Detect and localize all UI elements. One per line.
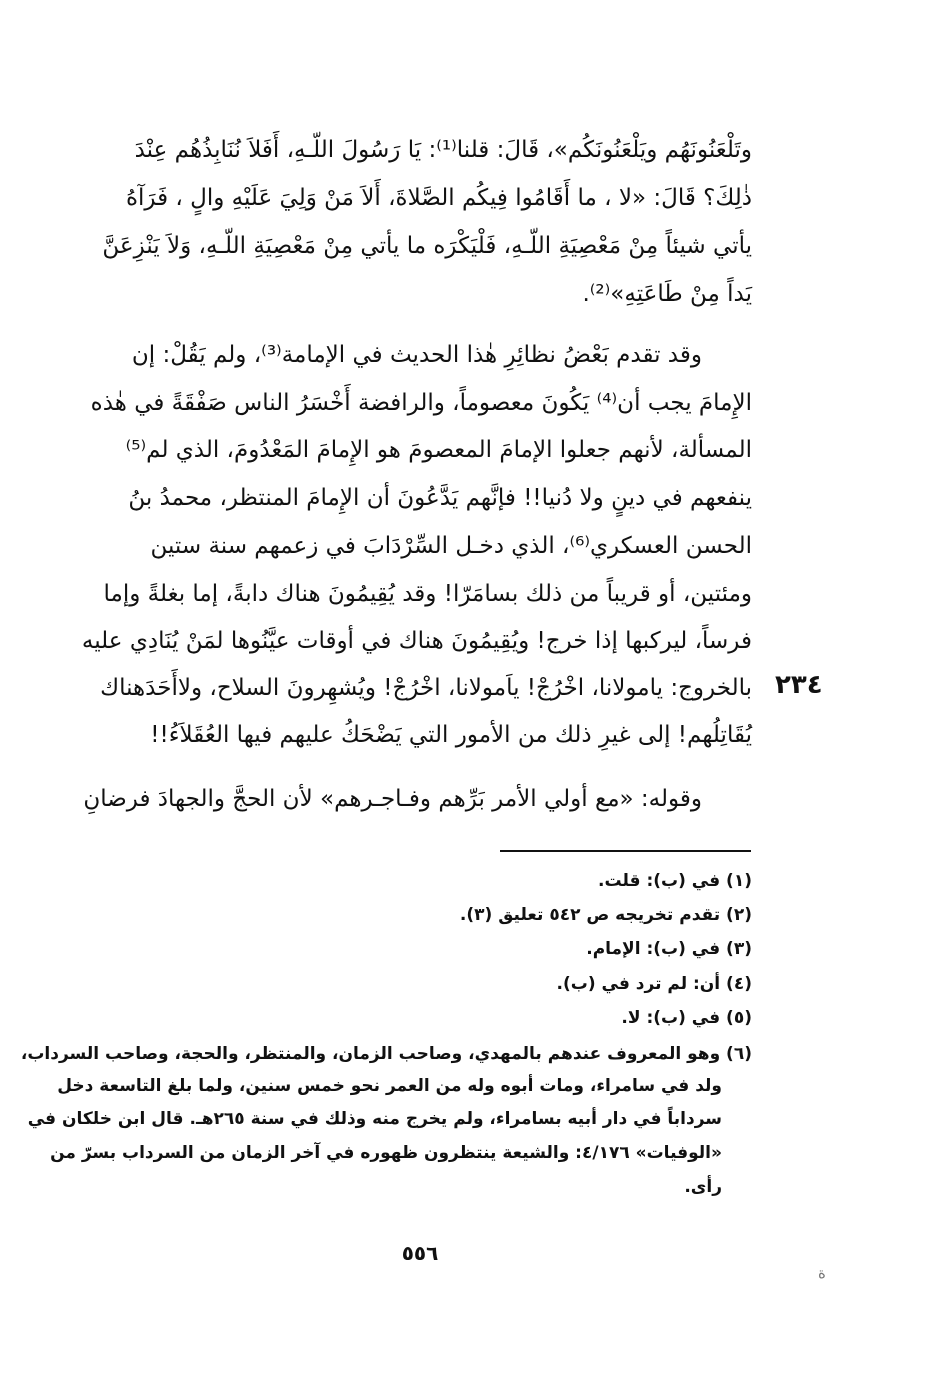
footnote-1: (١) في (ب): قلت.	[598, 871, 752, 891]
footnote-4: (٤) أن: لم ترد في (ب).	[556, 974, 752, 994]
footnote-6-line-1: (٦) وهو المعروف عندهم بالمهدي، وصاحب الزمان، والمنتظر، والحجة، وصاحب السرداب،	[20, 1044, 752, 1064]
text-line-13: يُقَاتِلُهم! إلى غيرِ ذلك من الأمور التي يَضْحَكُ عليهم فيها العُقَلاَءُ!!	[150, 722, 752, 748]
text-line-10: ومئتين، أو قريباً من ذلك بسامَرّا! وقد يُقِيمُونَ هناك دابةً، إما بغلةً وإما	[103, 581, 752, 607]
text-line-9: الحسن العسكري⁽⁶⁾، الذي دخـل السِّرْدَابَ في زعمهم سنة ستين	[150, 533, 752, 559]
page-number: ٥٥٦	[401, 1241, 439, 1265]
footnote-6-line-4: «الوفيات» ٤/١٧٦: والشيعة ينتظرون ظهوره في آخر الزمان من السرداب بسرّ من	[50, 1143, 722, 1163]
scan-mark: ة	[818, 1264, 826, 1282]
margin-hadith-number: ٢٣٤	[775, 670, 823, 700]
text-line-5: وقد تقدم بَعْضُ نظائِرِ هٰذا الحديث في الإمامة⁽³⁾، ولم يَقُلْ: إن	[131, 342, 702, 368]
text-line-2: ذٰلِكَ؟ قَالَ: «لا ، ما أَقَامُوا فِيكُم الصَّلاةَ، أَلاَ مَنْ وَلِيَ عَلَيْهِ والٍ ، فَرَآهُ	[125, 185, 752, 211]
footnote-3: (٣) في (ب): الإمام.	[586, 939, 752, 959]
text-line-3: يأتي شيئاً مِنْ مَعْصِيَةِ اللّـهِ، فَلْيَكْرَه ما يأتي مِنْ مَعْصِيَةِ اللّـهِ، وَلاَ يَنْزِعَنَّ	[102, 233, 752, 259]
text-line-12: بالخروج: يامولانا، اخْرُجْ! ياَمولانا، اخْرُجْ! ويُشهِرونَ السلاح، ولاأَحَدَهناك	[100, 675, 752, 701]
text-line-1: وتَلْعَنُونَهُم ويَلْعَنُونَكُم»، قَالَ: قلنا⁽¹⁾: يَا رَسُولَ اللّـهِ، أَفَلاَ نُنَابِذُهُم عِنْدَ	[134, 137, 752, 163]
footnote-5: (٥) في (ب): لا.	[621, 1008, 752, 1028]
footnote-6-line-2: ولد في سامراء، ومات أبوه وله من العمر نحو خمس سنين، ولما بلغ التاسعة دخل	[57, 1076, 722, 1096]
footnote-6-line-5: رأى.	[684, 1177, 722, 1197]
text-line-14: وقوله: «مع أولي الأمر بَرِّهم وفـاجـرهم» لأن الحجَّ والجهادَ فرضانِ	[83, 786, 702, 812]
text-line-6: الإِمامَ يجب أن⁽⁴⁾ يَكُونَ معصوماً، والرافضة أَخْسَرُ الناس صَفْقَةً في هٰذه	[90, 390, 752, 416]
footnote-6-line-3: سرداباً في دار أبيه بسامراء، ولم يخرج منه وذلك في سنة ٢٦٥هـ. قال ابن خلكان في	[27, 1109, 722, 1129]
text-line-7: المسألة، لأنهم جعلوا الإمامَ المعصومَ هو الإِمامَ المَعْدُومَ، الذي لم⁽⁵⁾	[125, 437, 752, 463]
text-line-8: ينفعهم في دينٍ ولا دُنيا!! فإنَّهم يَدَّعُونَ أن الإِمامَ المنتظر، محمدُ بنُ	[128, 485, 752, 511]
text-line-4: يَداً مِنْ طَاعَتِهِ»⁽²⁾.	[582, 281, 752, 307]
footnote-separator	[500, 850, 751, 852]
footnote-2: (٢) تقدم تخريجه ص ٥٤٢ تعليق (٣).	[459, 905, 752, 925]
text-line-11: فرساً، ليركبها إذا خرج! ويُقِيمُونَ هناك في أوقات عيَّنُوها لمَنْ يُنَادِي عليه	[81, 628, 752, 654]
